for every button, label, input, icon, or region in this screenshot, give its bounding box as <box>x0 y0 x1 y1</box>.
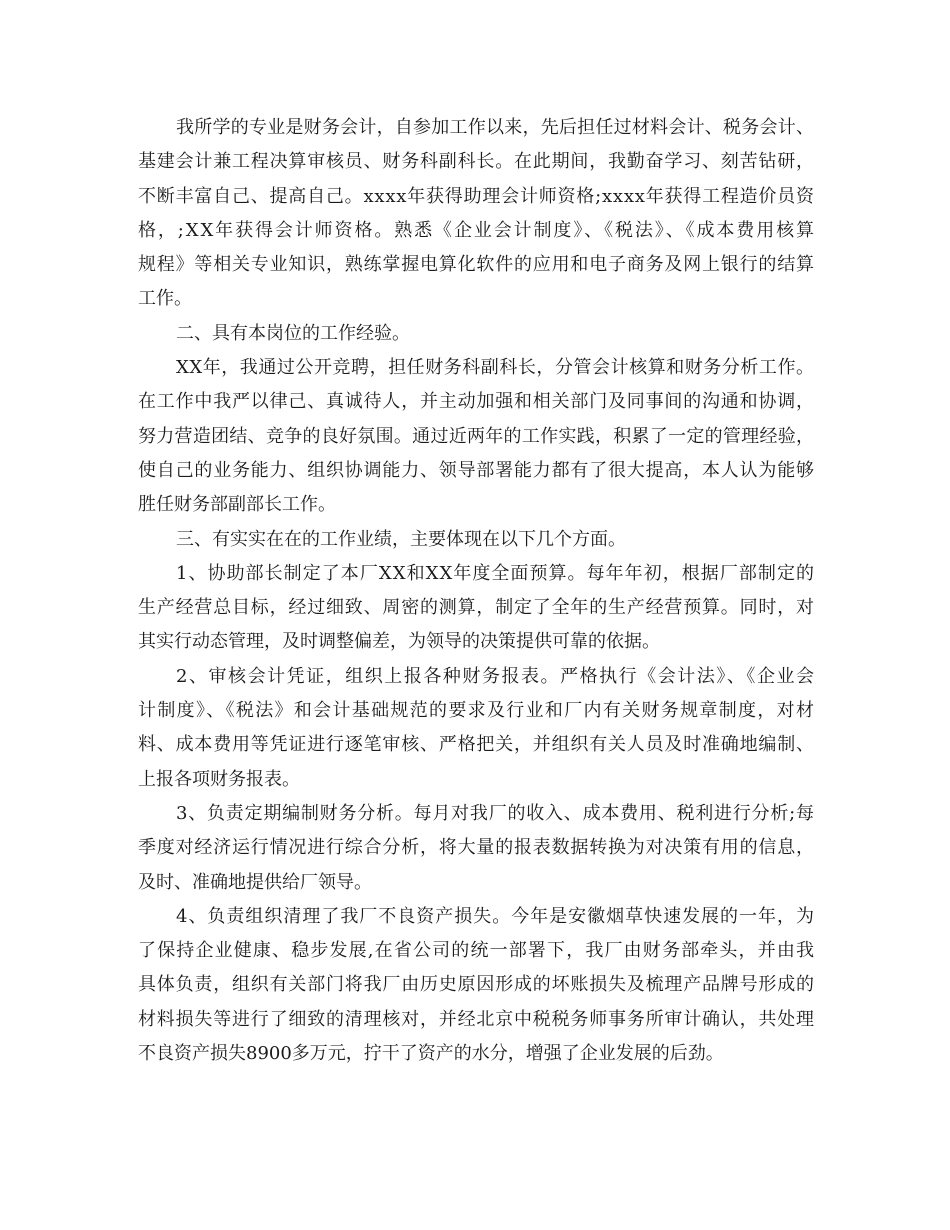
text-line: 上报各项财务报表。 <box>138 768 300 790</box>
document-body <box>138 111 814 1071</box>
text-line: 工作。 <box>138 288 192 310</box>
text-line: 料、成本费用等凭证进行逐笔审核、严格把关，并组织有关人员及时准确地编制、 <box>138 734 815 756</box>
text-line: 材料损失等进行了细致的清理核对，并经北京中税税务师事务所审计确认，共处理 <box>138 1008 815 1030</box>
text-line: 在工作中我严以律己、真诚待人，并主动加强和相关部门及同事间的沟通和协调， <box>138 391 815 413</box>
text-line: 4、负责组织清理了我厂不良资产损失。今年是安徽烟草快速发展的一年，为 <box>176 905 815 927</box>
text-line: 三、有实实在在的工作业绩，主要体现在以下几个方面。 <box>176 528 626 550</box>
text-line: 二、具有本岗位的工作经验。 <box>176 322 410 344</box>
text-line: 规程》等相关专业知识，熟练掌握电算化软件的应用和电子商务及网上银行的结算 <box>138 254 815 276</box>
text-line: 胜任财务部副部长工作。 <box>138 494 336 516</box>
text-line: 了保持企业健康、稳步发展,在省公司的统一部署下，我厂由财务部牵头，并由我 <box>138 940 816 962</box>
text-line: 计制度》、《税法》和会计基础规范的要求及行业和厂内有关财务规章制度，对材 <box>138 700 816 722</box>
text-line: 3、负责定期编制财务分析。每月对我厂的收入、成本费用、税利进行分析;每 <box>176 802 815 824</box>
text-line: 不断丰富自己、提高自己。xxxx年获得助理会计师资格;xxxx年获得工程造价员资 <box>138 185 815 207</box>
text-line: 我所学的专业是财务会计，自参加工作以来，先后担任过材料会计、税务会计、 <box>176 117 815 138</box>
text-line: 具体负责，组织有关部门将我厂由历史原因形成的坏账损失及梳理产品牌号形成的 <box>138 974 815 996</box>
text-line: 努力营造团结、竞争的良好氛围。通过近两年的工作实践，积累了一定的管理经验， <box>138 425 815 447</box>
text-line: 使自己的业务能力、组织协调能力、领导部署能力都有了很大提高，本人认为能够 <box>138 459 815 481</box>
text-line: 1、协助部长制定了本厂XX和XX年度全面预算。每年年初，根据厂部制定的 <box>176 562 816 584</box>
text-line: 季度对经济运行情况进行综合分析，将大量的报表数据转换为对决策有用的信息， <box>138 837 815 859</box>
text-line: 生产经营总目标，经过细致、周密的测算，制定了全年的生产经营预算。同时，对 <box>138 597 815 619</box>
text-line: 及时、准确地提供给厂领导。 <box>138 871 372 893</box>
text-line: 其实行动态管理，及时调整偏差，为领导的决策提供可靠的依据。 <box>138 631 660 653</box>
text-line: 2、审核会计凭证，组织上报各种财务报表。严格执行《会计法》、《企业会 <box>176 665 816 687</box>
text-line: 格，;XX年获得会计师资格。熟悉《企业会计制度》、《税法》、《成本费用核算 <box>138 219 816 241</box>
text-line: XX年，我通过公开竞聘，担任财务科副科长，分管会计核算和财务分析工作。 <box>176 357 815 379</box>
text-line: 基建会计兼工程决算审核员、财务科副科长。在此期间，我勤奋学习、刻苦钻研， <box>138 151 815 173</box>
text-line: 不良资产损失8900多万元，拧干了资产的水分，增强了企业发展的后劲。 <box>138 1043 724 1065</box>
